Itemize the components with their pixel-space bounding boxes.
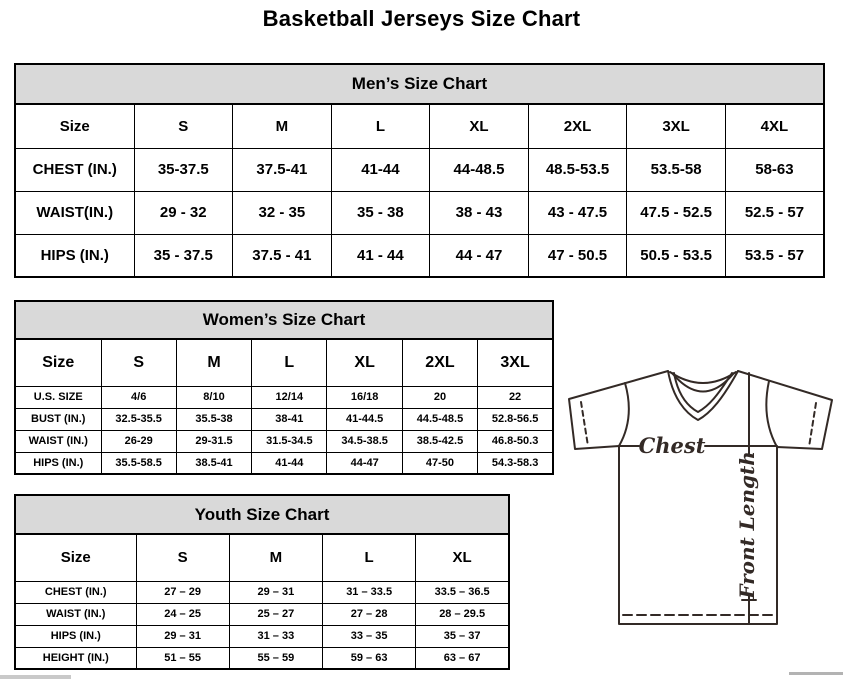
column-header: S [101,339,176,386]
table-cell: 12/14 [252,386,327,408]
table-cell: 35 - 38 [331,191,430,234]
table-cell: 41-44.5 [327,408,402,430]
table-cell: 44 - 47 [430,234,529,277]
column-header: Size [15,339,101,386]
table-cell: 28 – 29.5 [416,603,509,625]
table-cell: 53.5 - 57 [725,234,824,277]
table-cell: 41-44 [252,452,327,474]
table-row [15,603,509,625]
jersey-outline [569,371,832,624]
column-header: XL [430,104,529,148]
table-cell: 41 - 44 [331,234,430,277]
table-row [15,234,824,277]
row-label: HEIGHT (IN.) [15,647,136,669]
table-cell: 33.5 – 36.5 [416,581,509,603]
column-header: S [134,104,233,148]
horizontal-scrollbar-fragment-right[interactable] [789,672,843,675]
table-cell: 58-63 [725,148,824,191]
table-cell: 16/18 [327,386,402,408]
mens-size-table [14,63,825,278]
table-cell: 35-37.5 [134,148,233,191]
row-label: WAIST (IN.) [15,430,101,452]
table-cell: 47 - 50.5 [528,234,627,277]
column-header-row [15,104,824,148]
column-header: 3XL [627,104,726,148]
table-cell: 63 – 67 [416,647,509,669]
table-cell: 33 – 35 [323,625,416,647]
table-cell: 51 – 55 [136,647,229,669]
chest-label: Chest [638,433,706,458]
table-cell: 37.5-41 [233,148,332,191]
table-title: Men’s Size Chart [15,64,824,104]
row-label: HIPS (IN.) [15,625,136,647]
table-cell: 27 – 29 [136,581,229,603]
table-cell: 52.8-56.5 [478,408,553,430]
column-header: Size [15,104,134,148]
column-header: L [252,339,327,386]
table-cell: 35 - 37.5 [134,234,233,277]
table-cell: 35 – 37 [416,625,509,647]
table-cell: 37.5 - 41 [233,234,332,277]
jersey-right-seam [766,381,777,447]
table-cell: 38.5-41 [176,452,251,474]
column-header: L [331,104,430,148]
table-cell: 8/10 [176,386,251,408]
table-row [15,386,553,408]
row-label: BUST (IN.) [15,408,101,430]
table-cell: 22 [478,386,553,408]
table-title: Women’s Size Chart [15,301,553,339]
table-cell: 32.5-35.5 [101,408,176,430]
table-cell: 48.5-53.5 [528,148,627,191]
table-cell: 29 – 31 [136,625,229,647]
column-header: M [176,339,251,386]
table-cell: 29 – 31 [229,581,322,603]
table-cell: 31.5-34.5 [252,430,327,452]
table-cell: 29-31.5 [176,430,251,452]
table-cell: 46.8-50.3 [478,430,553,452]
row-label: CHEST (IN.) [15,148,134,191]
table-cell: 27 – 28 [323,603,416,625]
row-label: HIPS (IN.) [15,234,134,277]
youth-size-table [14,494,510,670]
row-label: HIPS (IN.) [15,452,101,474]
table-cell: 47-50 [402,452,477,474]
youth-size-chart-section [14,494,510,670]
table-cell: 25 – 27 [229,603,322,625]
table-cell: 32 - 35 [233,191,332,234]
table-cell: 44-47 [327,452,402,474]
column-header: 4XL [725,104,824,148]
row-label: WAIST (IN.) [15,603,136,625]
column-header-row [15,339,553,386]
row-label: CHEST (IN.) [15,581,136,603]
page-title: Basketball Jerseys Size Chart [262,6,581,31]
jersey-right-cuff-dashes [809,403,816,447]
table-cell: 38-41 [252,408,327,430]
table-row [15,581,509,603]
table-cell: 43 - 47.5 [528,191,627,234]
jersey-measurement-diagram [555,358,840,668]
column-header-row [15,534,509,581]
womens-size-table [14,300,554,475]
table-row [15,430,553,452]
column-header: L [323,534,416,581]
horizontal-scrollbar-fragment-left[interactable] [0,675,71,679]
table-row [15,191,824,234]
table-row [15,625,509,647]
table-cell: 35.5-58.5 [101,452,176,474]
table-row [15,647,509,669]
jersey-left-cuff-dashes [581,402,588,446]
column-header: 2XL [528,104,627,148]
column-header: 2XL [402,339,477,386]
table-cell: 35.5-38 [176,408,251,430]
table-cell: 31 – 33.5 [323,581,416,603]
table-row [15,148,824,191]
table-cell: 24 – 25 [136,603,229,625]
jersey-left-seam [619,383,629,446]
table-cell: 55 – 59 [229,647,322,669]
table-cell: 29 - 32 [134,191,233,234]
table-cell: 20 [402,386,477,408]
column-header: XL [327,339,402,386]
table-cell: 54.3-58.3 [478,452,553,474]
table-cell: 31 – 33 [229,625,322,647]
table-cell: 34.5-38.5 [327,430,402,452]
table-title: Youth Size Chart [15,495,509,534]
row-label: WAIST(IN.) [15,191,134,234]
table-cell: 38 - 43 [430,191,529,234]
table-cell: 38.5-42.5 [402,430,477,452]
table-cell: 50.5 - 53.5 [627,234,726,277]
table-cell: 41-44 [331,148,430,191]
column-header: M [233,104,332,148]
row-label: U.S. SIZE [15,386,101,408]
table-cell: 44.5-48.5 [402,408,477,430]
table-cell: 26-29 [101,430,176,452]
table-cell: 59 – 63 [323,647,416,669]
table-cell: 47.5 - 52.5 [627,191,726,234]
table-cell: 44-48.5 [430,148,529,191]
table-cell: 53.5-58 [627,148,726,191]
table-row [15,408,553,430]
column-header: S [136,534,229,581]
column-header: 3XL [478,339,553,386]
table-cell: 52.5 - 57 [725,191,824,234]
womens-size-chart-section [14,300,554,475]
column-header: XL [416,534,509,581]
table-cell: 4/6 [101,386,176,408]
table-row [15,452,553,474]
front-length-label: Front Length [735,451,759,599]
column-header: Size [15,534,136,581]
column-header: M [229,534,322,581]
mens-size-chart-section [14,63,825,278]
